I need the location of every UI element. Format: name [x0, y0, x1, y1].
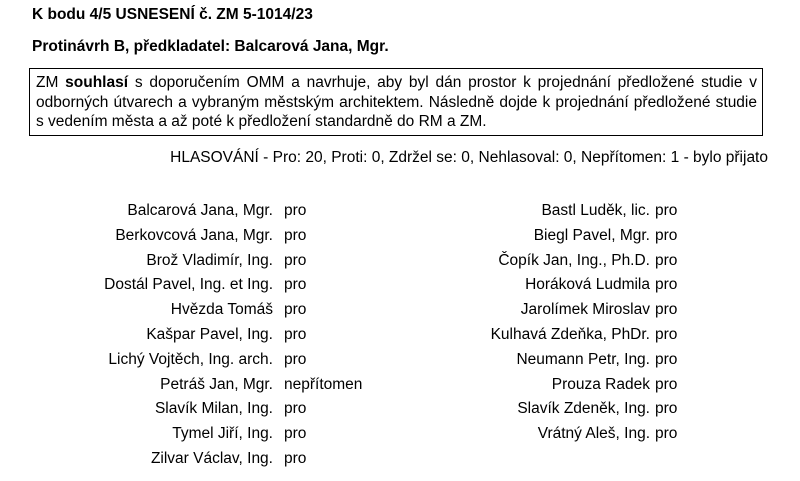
voter-name: Vrátný Aleš, Ing. — [537, 425, 650, 443]
voter-name: Prouza Radek — [551, 375, 650, 393]
voter-name: Kulhavá Zdeňka, PhDr. — [490, 325, 650, 343]
voter-vote: pro — [655, 375, 678, 393]
resolution-prefix: ZM — [36, 74, 66, 91]
voter-name: Tymel Jiří, Ing. — [172, 425, 273, 443]
resolution-keyword: souhlasí — [65, 74, 129, 91]
vote-row — [400, 224, 800, 249]
resolution-body: s doporučením OMM a navrhuje, aby byl dán prostor k projednání předložené studie v odborných útvarech a vybraným městským architektem. Následně dojde k projednání předložené studie s vedením města a až poté k předložení standardně do RM a ZM. — [36, 74, 758, 130]
voter-name: Čopík Jan, Ing., Ph.D. — [498, 251, 650, 269]
vote-list-right — [400, 199, 800, 447]
voter-vote: pro — [284, 226, 307, 244]
vote-row — [0, 397, 400, 422]
voter-name: Lichý Vojtěch, Ing. arch. — [108, 350, 273, 368]
voter-name: Jarolímek Miroslav — [520, 301, 650, 319]
voter-vote: pro — [655, 202, 678, 219]
voter-vote: pro — [655, 400, 678, 418]
vote-row — [400, 348, 800, 373]
vote-row — [0, 422, 400, 447]
voter-name: Dostál Pavel, Ing. et Ing. — [104, 276, 273, 294]
voter-vote: pro — [284, 425, 307, 443]
voter-vote: pro — [284, 350, 307, 368]
voter-vote: pro — [655, 251, 678, 269]
voter-vote: pro — [655, 325, 678, 343]
vote-row — [0, 224, 400, 249]
resolution-title: K bodu 4/5 USNESENÍ č. ZM 5-1014/23 — [32, 6, 313, 23]
vote-row — [400, 323, 800, 348]
vote-row — [400, 199, 800, 224]
voter-vote: pro — [655, 425, 678, 443]
voter-vote: pro — [284, 276, 307, 294]
resolution-text-box — [29, 68, 763, 136]
vote-list-left — [0, 199, 400, 472]
vote-row — [400, 397, 800, 422]
voter-name: Brož Vladimír, Ing. — [146, 251, 273, 269]
voter-vote: pro — [284, 202, 307, 219]
vote-row — [400, 273, 800, 298]
voter-vote: pro — [655, 301, 678, 319]
voter-name: Kašpar Pavel, Ing. — [146, 325, 273, 343]
vote-row — [0, 249, 400, 274]
voter-vote: pro — [284, 449, 307, 467]
voter-vote: nepřítomen — [284, 375, 363, 393]
voter-name: Berkovcová Jana, Mgr. — [115, 226, 273, 244]
vote-row — [400, 298, 800, 323]
vote-row — [400, 249, 800, 274]
voter-vote: pro — [284, 325, 307, 343]
vote-row — [0, 199, 400, 224]
vote-row — [400, 422, 800, 447]
voter-name: Petráš Jan, Mgr. — [160, 375, 273, 393]
counterproposal-subtitle: Protinávrh B, předkladatel: Balcarová Jana, Mgr. — [32, 38, 389, 55]
vote-row — [400, 373, 800, 398]
voter-name: Balcarová Jana, Mgr. — [127, 202, 273, 219]
vote-summary: HLASOVÁNÍ - Pro: 20, Proti: 0, Zdržel se: 0, Nehlasoval: 0, Nepřítomen: 1 - bylo přijato — [170, 149, 768, 166]
voter-name: Horáková Ludmila — [525, 276, 650, 294]
vote-row — [0, 373, 400, 398]
vote-row — [0, 348, 400, 373]
voter-vote: pro — [284, 251, 307, 269]
voter-vote: pro — [284, 400, 307, 418]
voter-name: Slavík Zdeněk, Ing. — [517, 400, 650, 418]
vote-row — [0, 323, 400, 348]
voter-vote: pro — [655, 276, 678, 294]
vote-row — [0, 273, 400, 298]
voter-vote: pro — [655, 226, 678, 244]
voter-name: Bastl Luděk, lic. — [541, 202, 650, 219]
voter-vote: pro — [284, 301, 307, 319]
voter-name: Zilvar Václav, Ing. — [150, 449, 273, 467]
voter-name: Biegl Pavel, Mgr. — [533, 226, 650, 244]
voter-vote: pro — [655, 350, 678, 368]
vote-row — [0, 298, 400, 323]
voter-name: Hvězda Tomáš — [170, 301, 273, 319]
vote-row — [0, 447, 400, 472]
voter-name: Slavík Milan, Ing. — [154, 400, 273, 418]
voter-name: Neumann Petr, Ing. — [516, 350, 650, 368]
